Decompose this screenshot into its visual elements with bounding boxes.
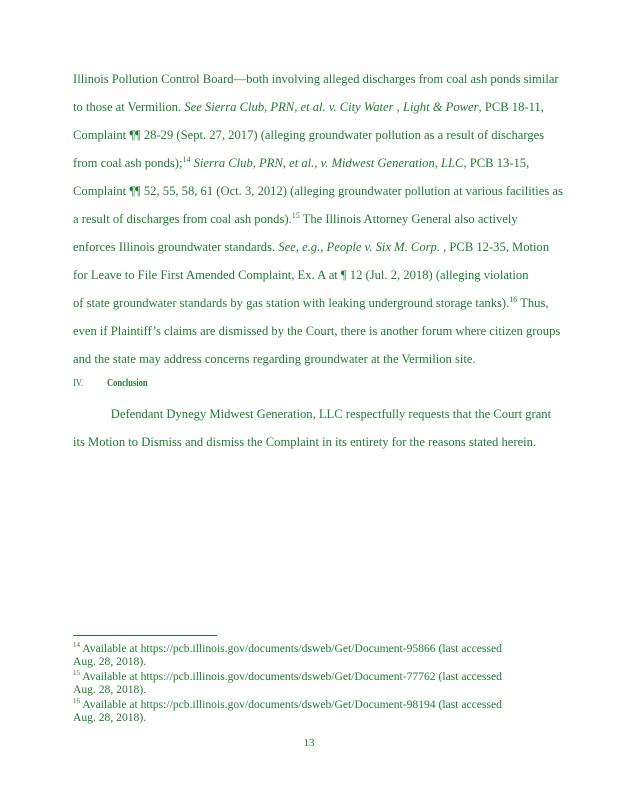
footnote-divider	[73, 635, 217, 636]
body-line-1: Illinois Pollution Control Board—both involving alleged discharges from coal ash ponds similar	[73, 72, 559, 86]
footnote-14: $^{14}$ Available at https://pcb.illinois.gov/documents/dsweb/Get/Document-95866 (last accessed Aug. 28, 2018).	[73, 641, 502, 668]
case-citation: See, e.g., People v. Six M. Corp.	[278, 240, 440, 254]
section-heading	[73, 378, 148, 389]
case-citation: Sierra Club, PRN, et al., v. Midwest Generation, LLC	[190, 156, 464, 170]
case-citation: See Sierra Club, PRN, et al. v. City Water , Light & Power	[184, 100, 479, 114]
body-line-8: for Leave to File First Amended Complaint, Ex. A at ¶ 12 (Jul. 2, 2018) (alleging violation	[73, 268, 529, 282]
body-line-6: a result of discharges from coal ash ponds).$^{15}$ The Illinois Attorney General also actively	[73, 210, 518, 226]
body-line-7: enforces Illinois groundwater standards. See, e.g., People v. Six M. Corp. , PCB 12-35, Motion	[73, 240, 550, 254]
body-line-9: of state groundwater standards by gas station with leaking underground storage tanks).$^{16}$ Thus,	[73, 294, 549, 310]
footnote-ref-15: 15	[291, 210, 300, 220]
section-title: Conclusion	[107, 378, 148, 389]
conclusion-line-2: its Motion to Dismiss and dismiss the Complaint in its entirety for the reasons stated herein.	[73, 435, 537, 449]
conclusion-line-1: Defendant Dynegy Midwest Generation, LLC respectfully requests that the Court grant	[73, 407, 552, 421]
footnote-ref-16: 16	[509, 294, 518, 304]
body-line-10: even if Plaintiff’s claims are dismissed by the Court, there is another forum where citizen groups	[73, 324, 561, 338]
body-line-5: Complaint ¶¶ 52, 55, 58, 61 (Oct. 3, 2012) (alleging groundwater pollution at various facilities as	[73, 184, 563, 198]
body-line-3: Complaint ¶¶ 28-29 (Sept. 27, 2017) (alleging groundwater pollution as a result of discharges	[73, 128, 545, 142]
body-line-11: and the state may address concerns regarding groundwater at the Vermilion site.	[73, 352, 476, 366]
section-number: IV.	[73, 378, 84, 389]
footnote-16: $^{16}$ Available at https://pcb.illinois.gov/documents/dsweb/Get/Document-98194 (last accessed Aug. 28, 2018).	[73, 697, 502, 724]
footnote-ref-14: 14	[182, 154, 191, 164]
body-line-2: to those at Vermilion. See Sierra Club, PRN, et al. v. City Water , Light & Power, PCB 18-11,	[73, 100, 544, 114]
footnote-15: $^{15}$ Available at https://pcb.illinois.gov/documents/dsweb/Get/Document-77762 (last accessed Aug. 28, 2018).	[73, 669, 502, 696]
body-line-4: from coal ash ponds);$^{14}$ Sierra Club, PRN, et al., v. Midwest Generation, LLC, PCB 13-15,	[73, 154, 530, 170]
page-number: 13	[303, 737, 315, 749]
